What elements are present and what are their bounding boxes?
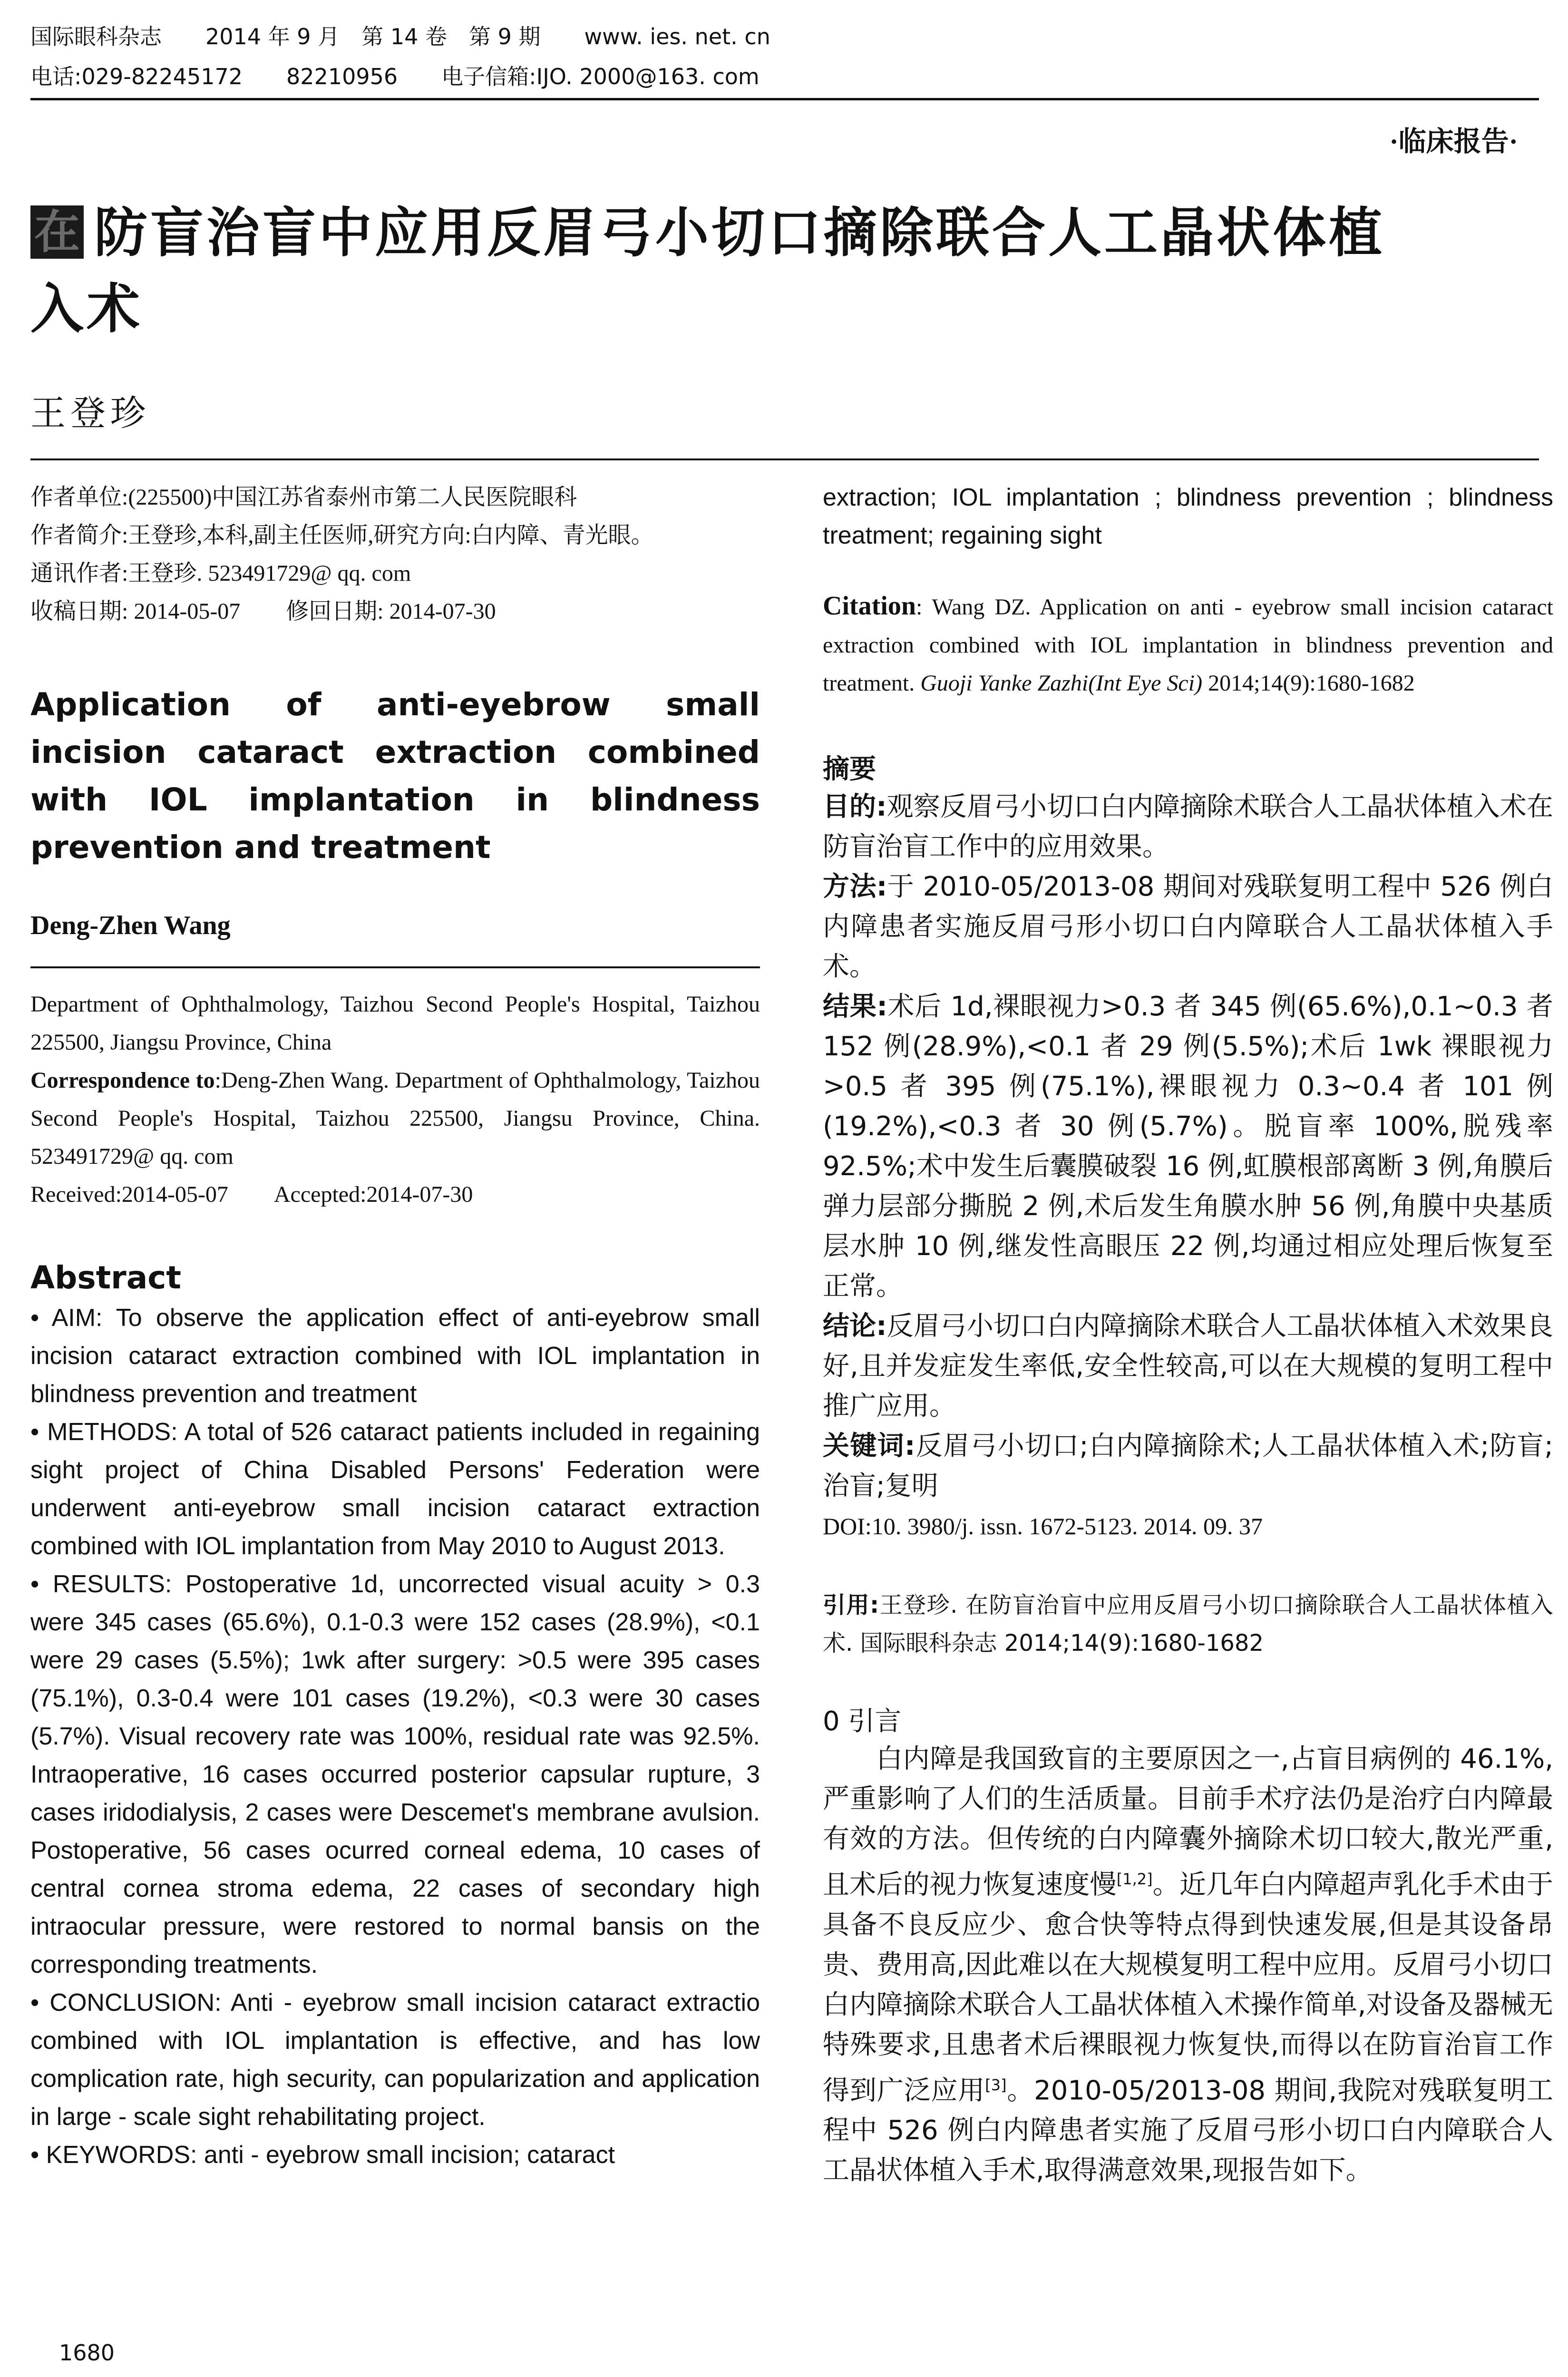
author-rule <box>30 458 1539 460</box>
keywords-text: 反眉弓小切口;白内障摘除术;人工晶状体植入术;防盲;治盲;复明 <box>823 1431 1553 1501</box>
methods-label: 方法: <box>823 871 887 902</box>
conclusion-label: 结论: <box>823 1311 887 1342</box>
conclusion-text: 反眉弓小切口白内障摘除术联合人工晶状体植入术效果良好,且并发症发生率低,安全性较高,可以在大规模的复明工程中推广应用。 <box>823 1311 1553 1422</box>
section-tag: ·临床报告· <box>1389 126 1518 157</box>
english-author-rule <box>30 966 760 968</box>
abstract-cn-aim <box>823 787 1553 867</box>
abstract-methods: • METHODS: A total of 526 cataract patients included in regaining sight project of China Disabled Persons' Federation were underwent anti-eyebrow small incision cataract extraction combined with IOL implantation from May 2010 to August 2013. <box>30 1418 760 1560</box>
citation-cn-text: 王登珍. 在防盲治盲中应用反眉弓小切口摘除联合人工晶状体植入术. 国际眼科杂志 2014;14(9):1680-1682 <box>823 1592 1553 1656</box>
intro-ref-2: [3] <box>985 2075 1007 2094</box>
right-column <box>823 478 1553 2191</box>
abstract-cn <box>823 787 1553 1546</box>
left-column <box>30 478 760 2174</box>
abstract-conclusion: • CONCLUSION: Anti - eyebrow small incision cataract extractio combined with IOL implantation is effective, and has low complication rate, high security, can popularization and application in large - scale sight rehabilitating project. <box>30 1989 760 2131</box>
english-title: Application of anti-eyebrow small incision cataract extraction combined with IOL implantation in blindness prevention and treatment <box>30 686 760 866</box>
intro-heading: 0 引言 <box>823 1706 902 1737</box>
citation-text: : Wang DZ. Application on anti - eyebrow small incision cataract extraction combined with IOL implantation in blindness prevention and treatment. <box>823 594 1553 696</box>
journal-line: 国际眼科杂志 2014 年 9 月 第 14 卷 第 9 期 www. ies. net. cn <box>30 24 770 49</box>
results-text: 术后 1d,裸眼视力>0.3 者 345 例(65.6%),0.1~0.3 者 152 例(28.9%),<0.1 者 29 例(5.5%);术后 1wk 裸眼视力>0.5 者 395 例(75.1%),裸眼视力 0.3~0.4 者 101 例(19.2%),<0.3 者 30 例(5.7%)。脱盲率 100%,脱残率 92.5%;术中发生后囊膜破裂 16 例,虹膜根部离断 3 例,角膜后弹力层部分撕脱 2 例,术后发生角膜水肿 56 例,角膜中央基质层水肿 10 例,继发性高眼压 22 例,均通过相应处理后恢复至正常。 <box>823 991 1553 1302</box>
page-number: 1680 <box>59 2340 115 2366</box>
correspondence-label: Correspondence to <box>30 1068 215 1093</box>
citation-en <box>823 587 1553 702</box>
english-affiliation-block <box>30 985 760 1214</box>
abstract-cn-results <box>823 987 1553 1306</box>
aim-text: 观察反眉弓小切口白内障摘除术联合人工晶状体植入术在防盲治盲工作中的应用效果。 <box>823 791 1553 862</box>
affiliation-block <box>30 478 760 631</box>
abstract-results: • RESULTS: Postoperative 1d, uncorrected visual acuity > 0.3 were 345 cases (65.6%), 0.1-0.3 were 152 cases (28.9%), <0.1 were 29 cases (5.5%); 1wk after surgery: >0.5 were 395 cases (75.1%), 0.3-0.4 were 101 cases (19.2%), <0.3 were 30 cases (5.7%). Visual recovery rate was 100%, residual rate was 92.5%. Intraoperative, 16 cases occurred posterior capsular rupture, 3 cases iridodialysis, 2 cases were Descemet's membrane avulsion. Postoperative, 56 cases ocurred corneal edema, 10 cases of central cornea stroma edema, 22 cases of secondary high intraocular pressure, were restored to normal bansis on the corresponding treatments. <box>30 1570 760 1978</box>
intro-text-3: 。2010-05/2013-08 期间,我院对残联复明工程中 526 例白内障患者实施了反眉弓形小切口白内障联合人工晶状体植入手术,取得满意效果,现报告如下。 <box>823 2075 1554 2186</box>
bio-cn: 作者简介:王登珍,本科,副主任医师,研究方向:白内障、青光眼。 <box>30 523 654 548</box>
abstract-heading: Abstract <box>30 1259 181 1296</box>
citation-journal: Guoji Yanke Zazhi(Int Eye Sci) <box>920 671 1203 696</box>
title-line-1: 防盲治盲中应用反眉弓小切口摘除联合人工晶状体植 <box>94 202 1385 264</box>
citation-label: Citation <box>823 591 916 621</box>
methods-text: 于 2010-05/2013-08 期间对残联复明工程中 526 例白内障患者实施反眉弓形小切口白内障联合人工晶状体植入手术。 <box>823 871 1553 982</box>
english-author: Deng-Zhen Wang <box>30 911 231 940</box>
english-abstract <box>30 1299 760 2174</box>
correspondence-cn: 通讯作者:王登珍. 523491729@ qq. com <box>30 561 411 586</box>
intro-ref-1: [1,2] <box>1116 1870 1153 1888</box>
abstract-cn-heading: 摘要 <box>823 754 876 785</box>
intro-text-1: 白内障是我国致盲的主要原因之一,占盲目病例的 46.1%,严重影响了人们的生活质量。目前手术疗法仍是治疗白内障最有效的方法。但传统的白内障囊外摘除术切口较大,散光严重,且术后的视力恢复速度慢 <box>823 1744 1553 1900</box>
citation-cn <box>823 1586 1553 1662</box>
english-affiliation: Department of Ophthalmology, Taizhou Second People's Hospital, Taizhou 225500, Jiangsu Province, China <box>30 992 760 1055</box>
english-correspondence <box>30 1062 760 1176</box>
title-logo-icon: 在 <box>30 205 84 259</box>
header-rule <box>30 98 1539 100</box>
keywords-label: 关键词: <box>823 1431 915 1461</box>
abstract-keywords: • KEYWORDS: anti - eyebrow small incision; cataract <box>30 2141 615 2169</box>
abstract-cn-keywords <box>823 1426 1553 1506</box>
abstract-cn-methods <box>823 867 1553 987</box>
dates-cn: 收稿日期: 2014-05-07 修回日期: 2014-07-30 <box>30 599 496 624</box>
correspondence-text: :Deng-Zhen Wang. Department of Ophthalmology, Taizhou Second People's Hospital, Taizhou 225500, Jiangsu Province, China. 523491729@ qq. com <box>30 1068 760 1169</box>
results-label: 结果: <box>823 991 887 1022</box>
contact-line: 电话:029-82245172 82210956 电子信箱:IJO. 2000@163. com <box>30 64 760 89</box>
intro-text-2: 。近几年白内障超声乳化手术由于具备不良反应少、愈合快等特点得到快速发展,但是其设备昂贵、费用高,因此难以在大规模复明工程中应用。反眉弓小切口白内障摘除术联合人工晶状体植入术操作简单,对设备及器械无特殊要求,且患者术后裸眼视力恢复快,而得以在防盲治盲工作得到广泛应用 <box>823 1869 1554 2106</box>
keywords-continued: extraction; IOL implantation ; blindness prevention ; blindness treatment; regaining sight <box>823 484 1553 549</box>
citation-cn-label: 引用: <box>823 1592 879 1618</box>
title-line-2: 入术 <box>30 278 143 340</box>
doi: DOI:10. 3980/j. issn. 1672-5123. 2014. 09. 37 <box>823 1513 1263 1539</box>
abstract-aim: • AIM: To observe the application effect of anti-eyebrow small incision cataract extraction combined with IOL implantation in blindness prevention and treatment <box>30 1304 760 1408</box>
english-dates: Received:2014-05-07 Accepted:2014-07-30 <box>30 1182 473 1207</box>
intro-paragraph <box>823 1739 1553 2191</box>
citation-tail: 2014;14(9):1680-1682 <box>1202 671 1415 696</box>
author-name: 王登珍 <box>30 394 150 433</box>
aim-label: 目的: <box>823 791 887 822</box>
abstract-cn-conclusion <box>823 1306 1553 1426</box>
affiliation-cn: 作者单位:(225500)中国江苏省泰州市第二人民医院眼科 <box>30 485 577 510</box>
